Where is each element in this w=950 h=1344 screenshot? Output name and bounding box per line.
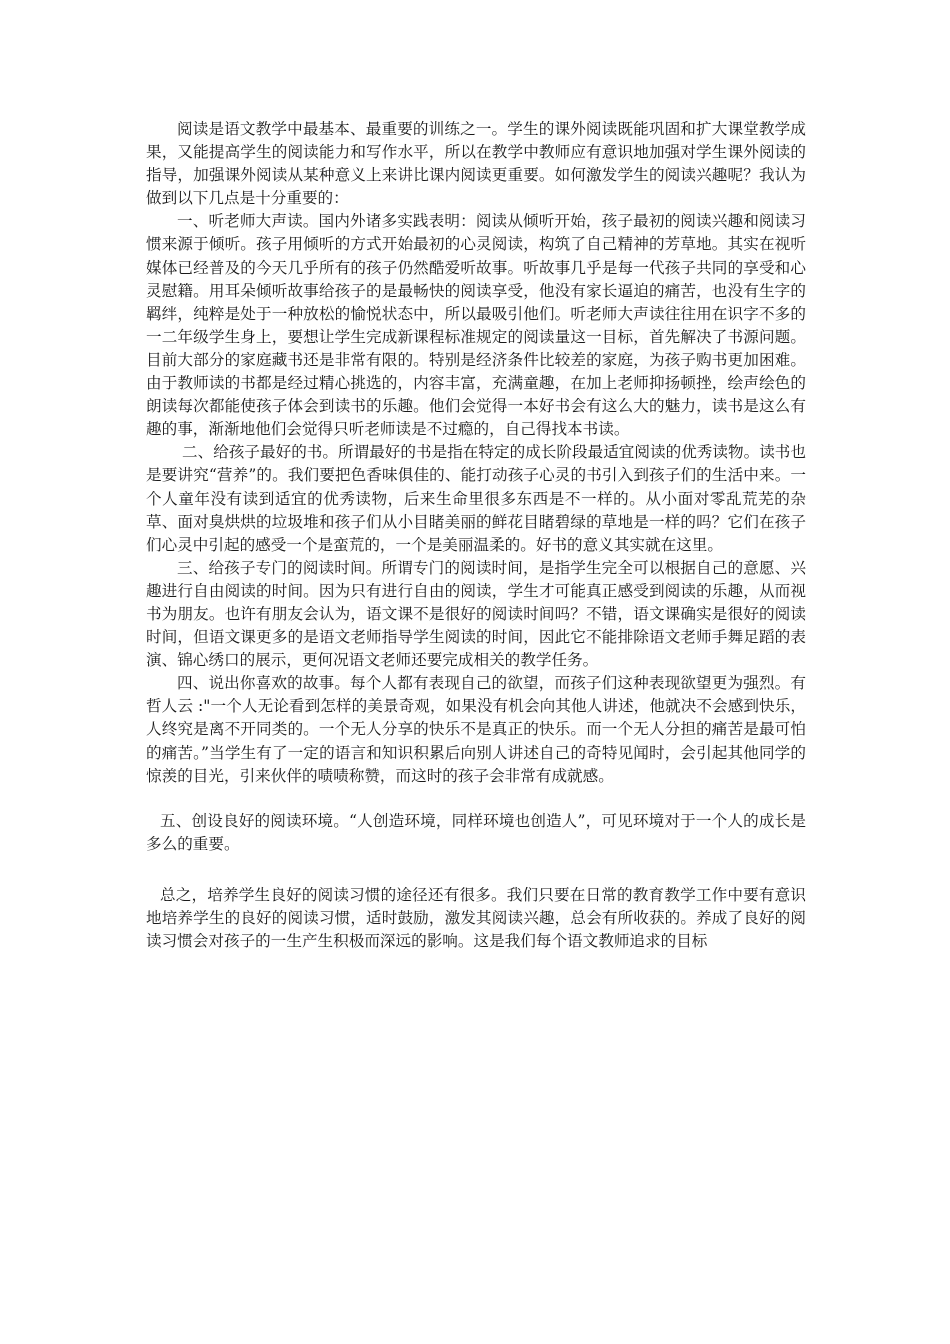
- paragraph-point-4: 四、说出你喜欢的故事。每个人都有表现自己的欲望，而孩子们这种表现欲望更为强烈。有哲人云 :"一个人无论看到怎样的美景奇观，如果没有机会向其他人讲述，他就决不会感到快乐，人终究是离不开同类的。一个无人分享的快乐不是真正的快乐。而一个无人分担的痛苦是最可怕的痛苦。”当学生有了一定的语言和知识积累后向别人讲述自己的奇特见闻时，会引起其他同学的惊羡的目光，引来伙伴的啧啧称赞，而这时的孩子会非常有成就感。: [146, 674, 806, 785]
- paragraph-point-1: 一、听老师大声读。国内外诸多实践表明：阅读从倾听开始，孩子最初的阅读兴趣和阅读习惯来源于倾听。孩子用倾听的方式开始最初的心灵阅读，构筑了自己精神的芳草地。其实在视听媒体已经普及的今天几乎所有的孩子仍然酷爱听故事。听故事几乎是每一代孩子共同的享受和心灵慰籍。用耳朵倾听故事给孩子的是最畅快的阅读享受，他没有家长逼迫的痛苦，也没有生字的羁绊，纯粹是处于一种放松的愉悦状态中，所以最吸引他们。听老师大声读往往用在识字不多的一二年级学生身上，要想让学生完成新课程标准规定的阅读量这一目标，首先解决了书源问题。目前大部分的家庭藏书还是非常有限的。特别是经济条件比较差的家庭，为孩子购书更加困难。由于教师读的书都是经过精心挑选的，内容丰富，充满童趣，在加上老师抑扬顿挫，绘声绘色的朗读每次都能使孩子体会到读书的乐趣。他们会觉得一本好书会有这么大的魅力，读书是这么有趣的事，渐渐地他们会觉得只听老师读是不过瘾的，自己得找本书读。: [146, 212, 806, 439]
- paragraph-intro: 阅读是语文教学中最基本、最重要的训练之一。学生的课外阅读既能巩固和扩大课堂教学成果，又能提高学生的阅读能力和写作水平，所以在教学中教师应有意识地加强对学生课外阅读的指导，加强课外阅读从某种意义上来讲比课内阅读更重要。如何激发学生的阅读兴趣呢？我认为做到以下几点是十分重要的：: [146, 120, 806, 208]
- paragraph-point-2: 二、给孩子最好的书。所谓最好的书是指在特定的成长阶段最适宜阅读的优秀读物。读书也是要讲究“营养”的。我们要把色香味俱佳的、能打动孩子心灵的书引入到孩子们的生活中来。一个人童年没有读到适宜的优秀读物，后来生命里很多东西是不一样的。从小面对零乱荒芜的杂草、面对臭烘烘的垃圾堆和孩子们从小目睹美丽的鲜花目睹碧绿的草地是一样的吗？它们在孩子们心灵中引起的感受一个是蛮荒的，一个是美丽温柔的。好书的意义其实就在这里。: [146, 443, 806, 554]
- document-body: [146, 118, 806, 953]
- paragraph-point-3: 三、给孩子专门的阅读时间。所谓专门的阅读时间，是指学生完全可以根据自己的意愿、兴趣进行自由阅读的时间。因为只有进行自由的阅读，学生才可能真正感受到阅读的乐趣，从而视书为朋友。也许有朋友会认为，语文课不是很好的阅读时间吗？不错，语文课确实是很好的阅读时间，但语文课更多的是语文老师指导学生阅读的时间，因此它不能排除语文老师手舞足蹈的表演、锦心绣口的展示，更何况语文老师还要完成相关的教学任务。: [146, 558, 806, 670]
- paragraph-point-5: 五、创设良好的阅读环境。“人创造环境，同样环境也创造人”，可见环境对于一个人的成长是多么的重要。: [146, 811, 806, 853]
- paragraph-conclusion: 总之，培养学生良好的阅读习惯的途径还有很多。我们只要在日常的教育教学工作中要有意识地培养学生的良好的阅读习惯，适时鼓励，激发其阅读兴趣，总会有所收获的。养成了良好的阅读习惯会对孩子的一生产生积极而深远的影响。这是我们每个语文教师追求的目标: [146, 885, 806, 951]
